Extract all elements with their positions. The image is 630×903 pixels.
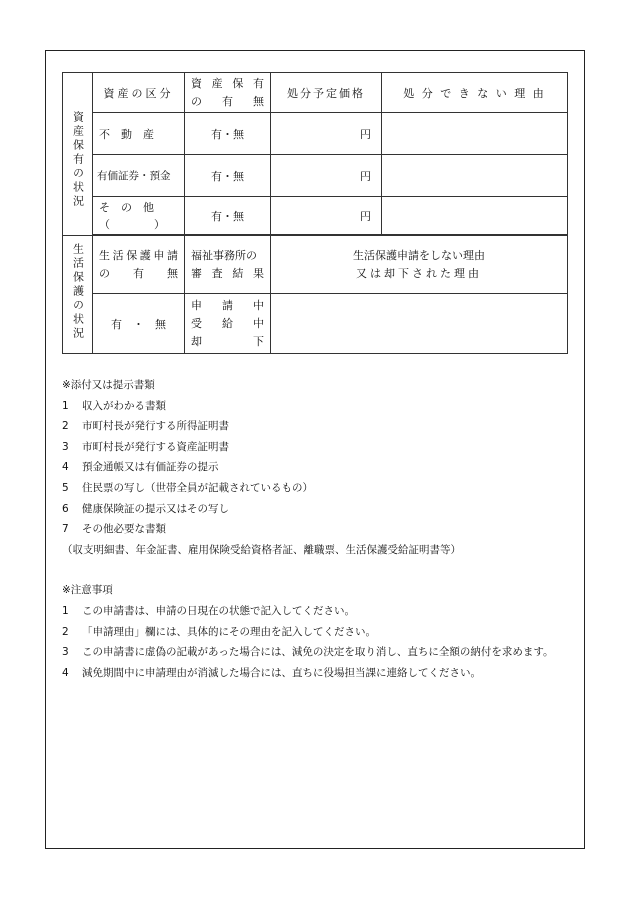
caution-item: 2 「申請理由」欄には、具体的にその理由を記入してください。 [62, 625, 376, 638]
asset-price-other: 円 [271, 197, 382, 235]
asset-welfare-table [62, 72, 568, 354]
asset-category-other-line2: （ ） [99, 217, 165, 231]
caution-item: 4 減免期間中に申請理由が消滅した場合には、直ちに役場担当課に連絡してください。 [62, 666, 481, 679]
header-holding [185, 73, 271, 113]
attachment-item: 7 その他必要な書類 [62, 523, 166, 536]
attachment-item: 1 収入がわかる書類 [62, 399, 166, 412]
asset-reason-realestate [382, 113, 568, 155]
header-no-application-reason [271, 236, 568, 294]
attachment-item: 4 預金通帳又は有価証券の提示 [62, 461, 219, 474]
attachment-item: 2 市町村長が発行する所得証明書 [62, 420, 229, 433]
header-asset-category: 資産の区分 [93, 73, 185, 113]
office-result-options [185, 294, 271, 354]
header-office-result-line2: 審 査 結 果 [191, 266, 264, 280]
no-application-reason-field [271, 294, 568, 354]
asset-category-other [93, 197, 185, 235]
notes-section [62, 375, 592, 683]
attachment-item: 5 住民票の写し（世帯全員が記載されているもの） [62, 481, 313, 494]
header-welfare-application-line1: 生活保護申請 [99, 248, 178, 262]
header-office-result [185, 236, 271, 294]
attachments-title: ※添付又は提示書類 [62, 379, 155, 391]
header-price: 処分予定価格 [271, 73, 382, 113]
office-result-option: 受 給 中 [191, 316, 264, 330]
caution-item: 1 この申請書は、申請の日現在の状態で記入してください。 [62, 604, 355, 617]
header-no-application-reason-line1: 生活保護申請をしない理由 [353, 248, 485, 262]
asset-reason-other [382, 197, 568, 235]
header-welfare-application [93, 236, 185, 294]
asset-holding-other: 有・無 [185, 197, 271, 235]
asset-category-realestate: 不 動 産 [93, 113, 185, 155]
asset-category-securities: 有価証券・預金 [93, 155, 185, 197]
asset-category-other-line1: そ の 他 [99, 200, 154, 214]
asset-price-securities: 円 [271, 155, 382, 197]
header-reason: 処 分 で き な い 理 由 [382, 73, 568, 113]
header-office-result-line1: 福祉事務所の [191, 248, 257, 262]
header-no-application-reason-line2: 又は却下された理由 [356, 266, 482, 280]
caution-item: 3 この申請書に虚偽の記載があった場合には、減免の決定を取り消し、直ちに全額の納付を求めます。 [62, 646, 554, 659]
asset-price-realestate: 円 [271, 113, 382, 155]
asset-reason-securities [382, 155, 568, 197]
welfare-application-value: 有 ・ 無 [93, 294, 185, 354]
asset-holding-securities: 有・無 [185, 155, 271, 197]
welfare-row [63, 294, 568, 354]
asset-row [63, 113, 568, 155]
header-welfare-application-line2: の 有 無 [99, 266, 178, 280]
header-holding-line1: 資 産 保 有 [191, 76, 264, 90]
asset-side-label [63, 73, 93, 236]
asset-row [63, 197, 568, 235]
asset-side-text: 資産保有の状況 [71, 111, 85, 209]
attachment-item: 3 市町村長が発行する資産証明書 [62, 440, 229, 453]
asset-holding-realestate: 有・無 [185, 113, 271, 155]
welfare-side-label [63, 236, 93, 354]
attachment-item: 6 健康保険証の提示又はその写し [62, 502, 229, 515]
office-result-option: 申 請 中 [191, 298, 264, 312]
asset-header-row [63, 73, 568, 113]
asset-row [63, 155, 568, 197]
welfare-header-row [63, 236, 568, 294]
office-result-option: 却 下 [191, 334, 264, 348]
attachment-note: （収支明細書、年金証書、雇用保険受給資格者証、離職票、生活保護受給証明書等） [62, 543, 461, 556]
header-holding-line2: の 有 無 [191, 94, 264, 108]
welfare-side-text: 生活保護の状況 [71, 242, 85, 341]
cautions-title: ※注意事項 [62, 584, 113, 597]
